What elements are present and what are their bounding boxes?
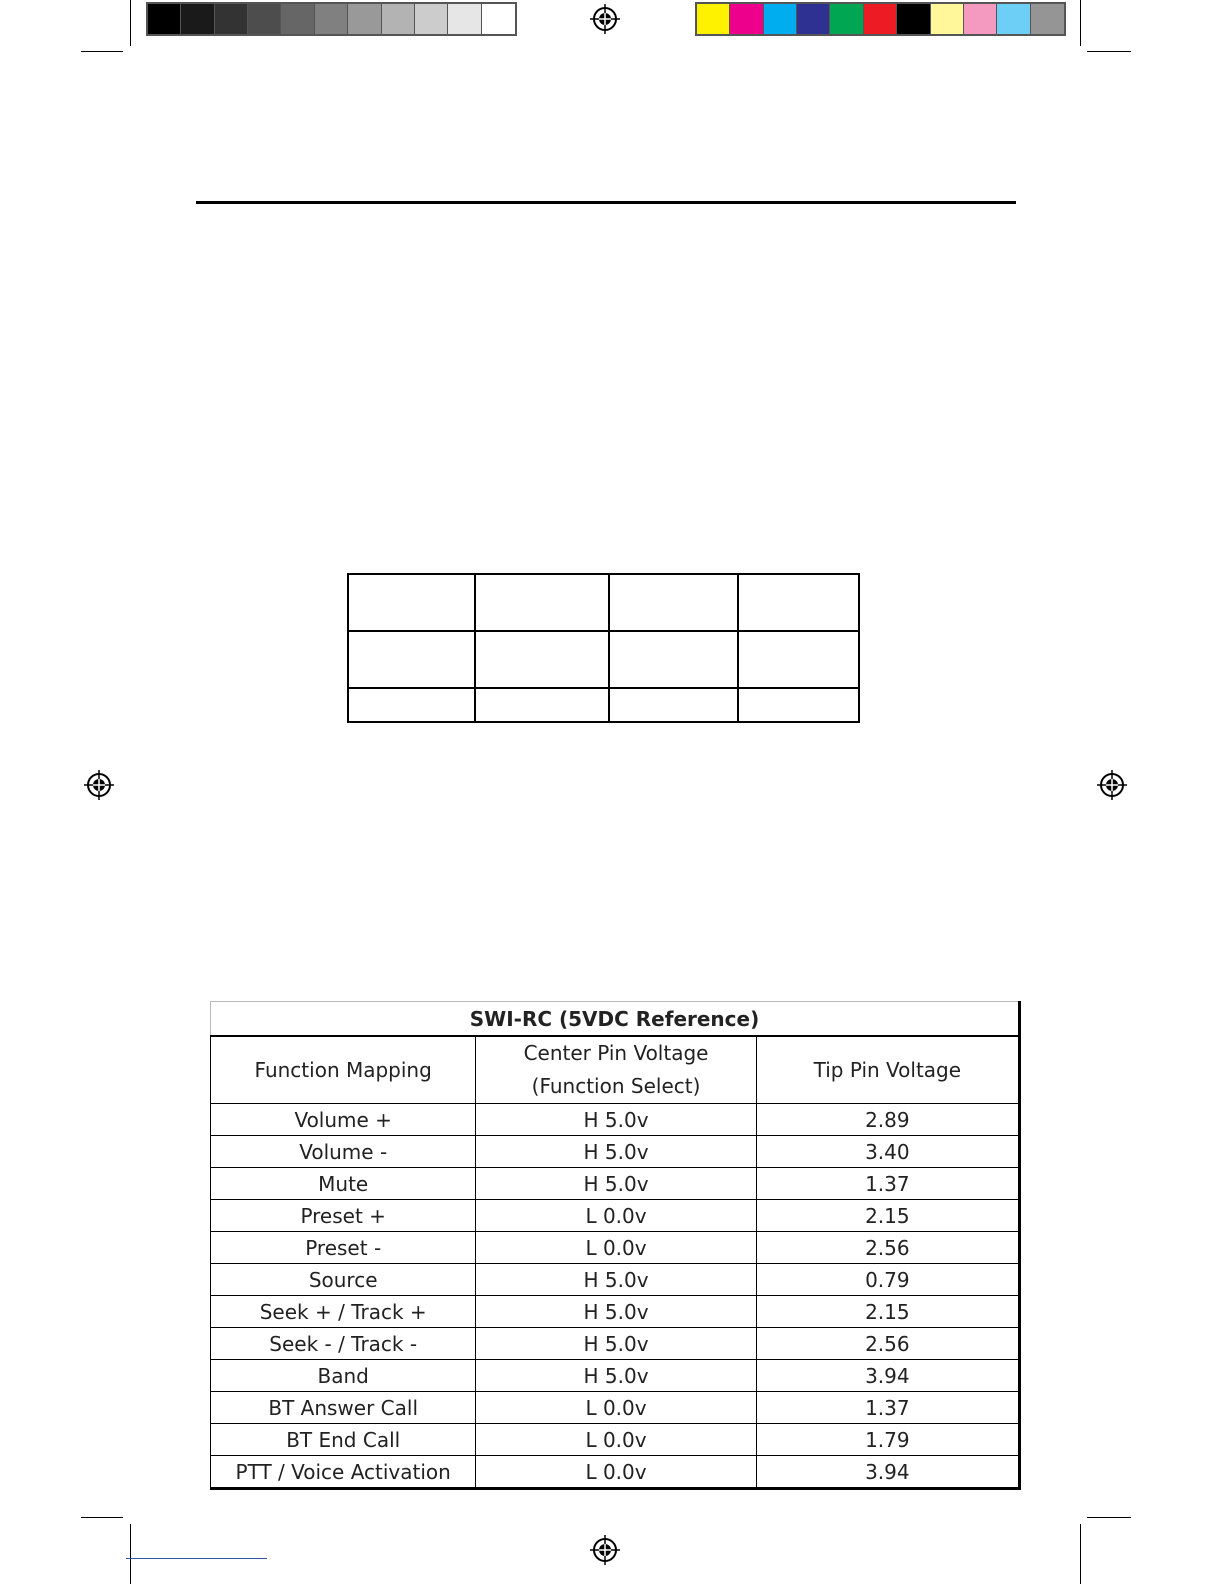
color-swatch [797,4,830,34]
cell-function: BT End Call [211,1424,476,1456]
color-swatch [864,4,897,34]
color-swatch [281,4,314,34]
grid-line [474,575,476,721]
table-row [211,1200,1020,1232]
header-center-pin-line1: Center Pin Voltage [523,1041,709,1065]
color-swatch [964,4,997,34]
cell-function: Volume - [211,1136,476,1168]
table-row [211,1168,1020,1200]
cell-function: PTT / Voice Activation [211,1456,476,1489]
cell-function: Source [211,1264,476,1296]
header-function-mapping: Function Mapping [211,1036,476,1104]
registration-mark-icon [84,770,114,800]
table-row [211,1328,1020,1360]
cell-center-pin: H 5.0v [476,1264,756,1296]
crop-mark [1087,1517,1131,1518]
cell-function: Seek - / Track - [211,1328,476,1360]
table-body [211,1104,1020,1489]
grid-line [349,630,858,632]
cell-center-pin: L 0.0v [476,1200,756,1232]
crop-mark [1080,1524,1081,1584]
header-tip-pin-voltage: Tip Pin Voltage [756,1036,1019,1104]
cell-tip-pin: 0.79 [756,1264,1019,1296]
color-swatch [315,4,348,34]
table-row [211,1264,1020,1296]
cell-function: Band [211,1360,476,1392]
crop-mark [130,1524,131,1584]
cell-tip-pin: 2.89 [756,1104,1019,1136]
table-row [211,1360,1020,1392]
cell-tip-pin: 3.94 [756,1456,1019,1489]
grid-line [737,575,739,721]
crop-mark [1080,0,1081,46]
cell-center-pin: H 5.0v [476,1296,756,1328]
color-swatch [348,4,381,34]
table-row [211,1136,1020,1168]
color-swatch [897,4,930,34]
color-swatch [215,4,248,34]
color-swatch [148,4,181,34]
color-swatch [1031,4,1064,34]
cell-center-pin: H 5.0v [476,1104,756,1136]
table-title: SWI-RC (5VDC Reference) [211,1002,1020,1037]
color-swatch [730,4,763,34]
color-swatch [764,4,797,34]
color-swatch [415,4,448,34]
cell-tip-pin: 1.37 [756,1392,1019,1424]
header-center-pin-line2: (Function Select) [531,1074,701,1098]
cell-function: BT Answer Call [211,1392,476,1424]
cell-tip-pin: 1.37 [756,1168,1019,1200]
table-row [211,1392,1020,1424]
empty-grid-table [347,573,860,723]
grayscale-bar [146,2,517,36]
color-swatch [830,4,863,34]
table-row [211,1104,1020,1136]
cell-tip-pin: 2.15 [756,1200,1019,1232]
table-row [211,1456,1020,1489]
cell-center-pin: H 5.0v [476,1136,756,1168]
color-swatch [482,4,515,34]
grid-line [349,687,858,689]
cell-function: Preset + [211,1200,476,1232]
color-swatch [448,4,481,34]
color-swatch [931,4,964,34]
table-row [211,1232,1020,1264]
cell-center-pin: H 5.0v [476,1328,756,1360]
cell-center-pin: L 0.0v [476,1424,756,1456]
color-bar [695,2,1066,36]
cell-tip-pin: 3.94 [756,1360,1019,1392]
cell-center-pin: H 5.0v [476,1168,756,1200]
cell-function: Seek + / Track + [211,1296,476,1328]
registration-mark-icon [590,4,620,34]
blue-line [126,1558,267,1559]
table-row [211,1296,1020,1328]
cell-tip-pin: 2.15 [756,1296,1019,1328]
cell-function: Mute [211,1168,476,1200]
heading-rule [196,201,1016,204]
cell-function: Volume + [211,1104,476,1136]
registration-mark-icon [1097,770,1127,800]
color-swatch [697,4,730,34]
color-swatch [248,4,281,34]
cell-center-pin: L 0.0v [476,1232,756,1264]
color-swatch [997,4,1030,34]
cell-center-pin: L 0.0v [476,1456,756,1489]
cell-tip-pin: 1.79 [756,1424,1019,1456]
grid-line [608,575,610,721]
crop-mark [130,0,131,46]
cell-function: Preset - [211,1232,476,1264]
cell-center-pin: H 5.0v [476,1360,756,1392]
cell-tip-pin: 3.40 [756,1136,1019,1168]
crop-mark [1087,51,1131,52]
crop-mark [81,1517,123,1518]
color-swatch [382,4,415,34]
swi-rc-table [210,1001,1021,1490]
header-center-pin-voltage [476,1036,756,1104]
table-row [211,1424,1020,1456]
registration-mark-icon [590,1535,620,1565]
cell-tip-pin: 2.56 [756,1328,1019,1360]
cell-center-pin: L 0.0v [476,1392,756,1424]
color-swatch [181,4,214,34]
cell-tip-pin: 2.56 [756,1232,1019,1264]
crop-mark [81,51,123,52]
